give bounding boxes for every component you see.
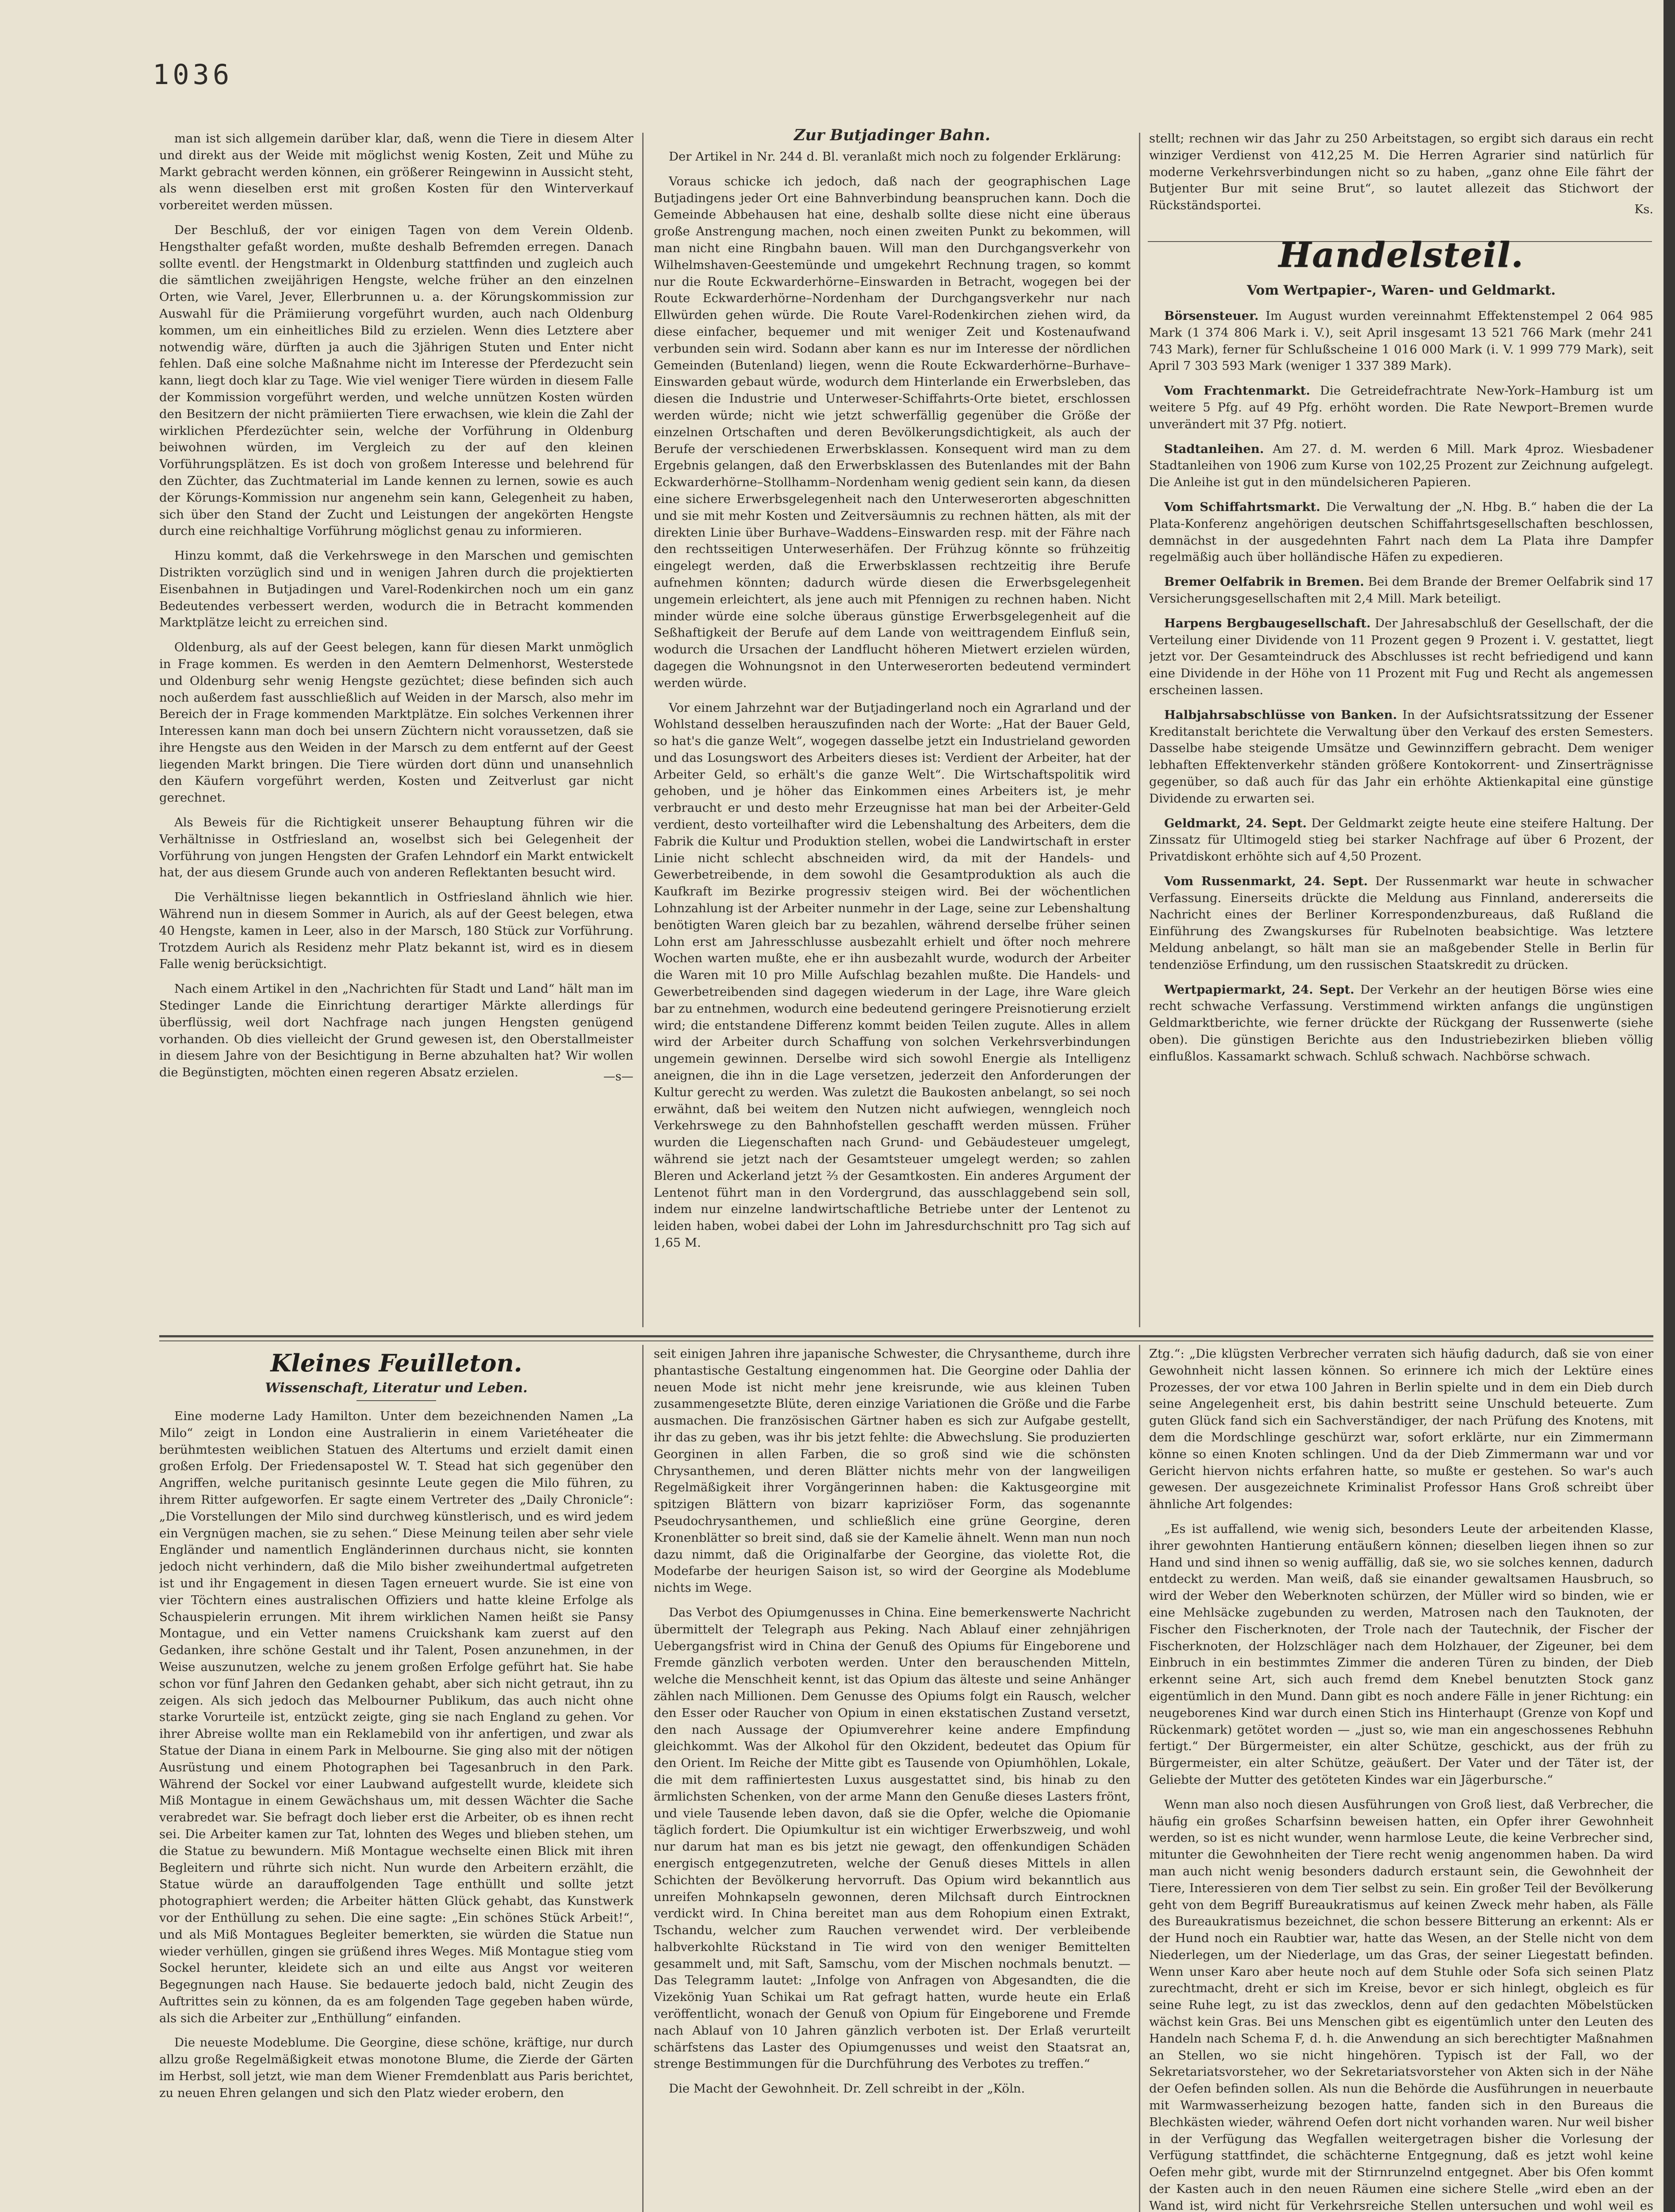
feuilleton-column-rule-1 [642, 1345, 644, 2212]
page-number: 1036 [153, 58, 233, 91]
market-item [1149, 615, 1653, 699]
market-item-head: Bremer Oelfabrik in Bremen. [1164, 575, 1365, 589]
paragraph: Oldenburg, als auf der Geest belegen, kann für diesen Markt unmöglich in Frage kommen. Es werden in den Aemtern Delmenhorst, Westerstede und Oldenburg sehr wenig Hengste gezüchtet; diese befinden sich auch noch außerdem fast ausschließlich auf Weiden in der Marsch, also mehr im Bereich der in Frage kommenden Marktplätze. Ein solches Verkennen ihrer Interessen kann man doch bei unsern Züchtern nicht voraussetzen, daß sie ihre Hengste aus den Weiden in der Marsch zu dem entfernt auf der Geest liegenden Markt bringen. Die Tiere würden dort dünn und unansehnlich den Käufern vorgeführt werden, Kosten und Zeitverlust gar nicht gerechnet. [159, 640, 633, 805]
binding-edge [1664, 0, 1675, 2212]
paragraph: Nach einem Artikel in den „Nachrichten für Stadt und Land“ hält man im Stedinger Lande die Einrichtung derartiger Märkte allerdings für überflüssig, weil dort Nachfrage nach jungen Hengsten genügend vorhanden. Ob dies vielleicht der Grund gewesen ist, den Oberstallmeister in diesem Jahre von der Besichtigung in Berne abzuhalten hat? Wir wollen die Begünstigten, möchten einen regeren Absatz erzielen. [159, 982, 633, 1080]
paragraph: Wenn man also noch diesen Ausführungen von Groß liest, daß Verbrecher, die häufig ein großes Scharfsinn beweisen hatten, ein Opfer ihrer Gewohnheit werden, so ist es nicht wunder, wenn harmlose Leute, die keine Verbrecher sind, mitunter die Gewohnheiten der Tiere recht wenig angenommen haben. Da wird man auch nicht wenig besonders dadurch erstaunt sein, die Gewohnheit der Tiere, Interessieren von dem Tier selbst zu sein. Ein großer Teil der Bevölkerung geht von dem Begriff Bureaukratismus auf keinen Zweck mehr haben, als Fälle des Bureaukratismus bezeichnet, die schon bessere Bitterung an erkennt: Als er der Hund noch ein Raubtier war, hatte das Wesen, an der Stelle nicht von dem Niederlegen, um der Niederlage, um das Gras, der seiner Liegestatt befinden. Wenn unser Karo aber heute noch auf dem Stuhle oder Sofa sich seinen Platz zurechtmacht, dreht er sich im Kreise, bevor er sich hinlegt, obgleich es für seine Ruhe legt, zu ist das zwecklos, denn auf den gedachten Möbelstücken wächst kein Gras. Bei uns Menschen gibt es eigentümlich unter den Leuten des Handeln nach Schema F, d. h. die Anwendung an sich berechtigter Maßnahmen an Stellen, wo sie nicht hingehören. Typisch ist der Fall, wo der Sekretariatsvorsteher, wo der Sekretariatsvorsteher von Akten sich in der Nähe der Oefen befinden sollen. Als nun die Behörde die Ausführungen in neuerbaute mit Warmwasserheizung bezogen hatte, fanden sich in den Bureaus die Blechkästen wieder, während Oefen dort nicht vorhanden waren. Nur weil bisher in der Verfügung das Wegfallen weitergetragen bisher die Vorlesung der Verfügung stattfindet, die schächterne Entgegnung, daß es jetzt wohl keine Oefen mehr gibt, wurde mit der Stirnrunzelnd entgegnet. Aber bis Ofen kommt der Kasten auch in den neuen Räumen eine sichere Stelle „wird eben an der Wand ist, wird nicht für Verkehrsreiche Stellen untersuchen und wohl weil es [1149, 1797, 1653, 2212]
paragraph: Die neueste Modeblume. Die Georgine, diese schöne, kräftige, nur durch allzu große Regelmäßigkeit etwas monotone Blume, die Zierde der Gärten im Herbst, soll jetzt, wie man dem Wiener Fremdenblatt aus Paris berichtet, zu neuen Ehren gelangen und sich den Platz wieder erobern, den [159, 2035, 633, 2100]
market-item-head: Börsensteuer. [1164, 308, 1259, 323]
market-item-text: Der Geldmarkt zeigte heute eine steifere Haltung. Der Zinssatz für Ultimogeld stieg bei starker Nachfrage auf über 6 Prozent, der Privatdiskont erhöhte sich auf 4,50 Prozent. [1149, 816, 1653, 864]
upper-right-column [1149, 131, 1653, 1329]
feuilleton-column-3 [1149, 1346, 1653, 2212]
paragraph: Das Verbot des Opiumgenusses in China. Eine bemerkenswerte Nachricht übermittelt der Telegraph aus Peking. Nach Ablauf einer zehnjährigen Uebergangsfrist wird in China der Genuß des Opiums für Eingeborene und Fremde gänzlich verboten werden. Unter den berauschenden Mitteln, welche die Menschheit kennt, ist das Opium das älteste und seine Anhänger zählen nach Millionen. Dem Genusse des Opiums folgt ein Rausch, welcher den Esser oder Raucher von Opium in einen ekstatischen Zustand versetzt, den nach Aussage der Opiumverehrer keine andere Empfindung gleichkommt. Was der Alkohol für den Okzident, bedeutet das Opium für den Orient. Im Reiche der Mitte gibt es Tausende von Opiumhöhlen, Lokale, die mit dem raffiniertesten Luxus ausgestattet sind, bis hinab zu den ärmlichsten Schenken, von der arme Mann den Genuße dieses Lasters frönt, und viele Tausende leben davon, daß sie die Opfer, welche die Opiomanie täglich fordert. Die Opiumkultur ist ein wichtiger Erwerbszweig, und wohl nur darum hat man es bis jetzt nie gewagt, den offenkundigen Schäden energisch entgegenzutreten, welche der Genuß dieses Mittels in allen Schichten der Bevölkerung hervorruft. Das Opium wird bekanntlich aus unreifen Mohnkapseln gewonnen, deren Milchsaft durch Eintrocknen verdickt wird. In China bereitet man aus dem Rohopium einen Extrakt, Tschandu, welcher zum Rauchen verwendet wird. Der verbleibende halbverkohlte Rückstand in Tie wird von den weniger Bemittelten gesammelt und, mit Saft, Samschu, vom der Mischen nochmals benutzt. — Das Telegramm lautet: „Infolge von Anfragen von Abgesandten, die die Vizekönig Yuan Schikai um Rat gefragt hatten, wurde heute ein Erlaß veröffentlicht, wonach der Genuß von Opium für Eingeborene und Fremde nach Ablauf von 10 Jahren gänzlich verboten ist. Der Erlaß verurteilt schärfstens das Laster des Opiumgenusses und weist den Staatsrat an, strenge Bestimmungen für die Durchführung des Verbotes zu treffen.“ [654, 1605, 1131, 2071]
market-item-text: Die Getreidefrachtrate New-York–Hamburg ist um weitere 5 Pfg. auf 49 Pfg. erhöht worden. Die Rate Newport–Bremen wurde unverändert mit 37 Pfg. notiert. [1149, 384, 1653, 431]
market-item-text: Am 27. d. M. werden 6 Mill. Mark 4proz. Wiesbadener Stadtanleihen von 1906 zum Kurse von 102,25 Prozent zur Zeichnung aufgelegt. Die Anleihe ist gut in den mündelsicheren Papieren. [1149, 442, 1653, 490]
market-item [1149, 982, 1653, 1065]
section-subtitle: Vom Wertpapier-, Waren- und Geldmarkt. [1246, 282, 1556, 298]
article-title: Zur Butjadinger Bahn. [793, 126, 991, 144]
market-item [1149, 308, 1653, 375]
market-item [1149, 574, 1653, 607]
paragraph: Die Verhältnisse liegen bekanntlich in Ostfriesland ähnlich wie hier. Während nun in diesem Sommer in Aurich, als auf der Geest belegen, etwa 40 Hengste, kamen in Leer, also in der Marsch, 180 Stück zur Vorführung. Trotzdem Aurich als Residenz mehr Platz bekannt ist, wird es in diesem Falle wenig berücksichtigt. [159, 890, 633, 972]
market-item-text: Der Jahresabschluß der Gesellschaft, der die Verteilung einer Dividende von 11 Prozent gegen 9 Prozent i. V. gestattet, liegt jetzt vor. Der Gesamteindruck des Abschlusses ist recht befriedigend und kann eine Dividende in der Höhe von 11 Prozent mit Fug und Recht als angemessen erscheinen lassen. [1149, 616, 1653, 697]
signature: Ks. [1634, 202, 1653, 216]
paragraph: Die Macht der Gewohnheit. Dr. Zell schreibt in der „Köln. [669, 2081, 1025, 2096]
paragraph: Der Artikel in Nr. 244 d. Bl. veranlaßt mich noch zu folgender Erklärung: [669, 150, 1121, 164]
market-item-text: Bei dem Brande der Bremer Oelfabrik sind 17 Versicherungsgesellschaften mit 2,4 Mill. Mark beteiligt. [1149, 575, 1653, 606]
market-item-head: Vom Frachtenmarkt. [1164, 384, 1311, 398]
feuilleton-subtitle: Wissenschaft, Literatur und Leben. [265, 1380, 528, 1396]
feuilleton-column-1 [159, 1346, 633, 2212]
paragraph: Vor einem Jahrzehnt war der Butjadingerland noch ein Agrarland und der Wohlstand desselben herauszufinden nach der Worte: „Hat der Bauer Geld, so hat's die ganze Welt“, wogegen dasselbe jetzt ein Industrieland geworden und das Losungswort des Arbeiters dieses ist: Verdient der Arbeiter, hat der Arbeiter Geld, so erhält's die ganze Welt“. Die Wirtschaftspolitik wird gehoben, und je höher das Einkommen eines Arbeiters ist, je mehr verbraucht er und desto mehr Erzeugnisse hat man bei der Arbeiter-Geld verdient, desto vorteilhafter wird die Lebenshaltung des Arbeiters, dem die Fabrik die Kultur und Produktion stellen, wobei die Landwirtschaft in erster Linie nicht schlecht abschneiden wird, da mit der Handels- und Gewerbetreibende, in dem sowohl die Gesamtproduktion als auch die Kaufkraft im Bezirke progressiv steigen wird. Bei der wöchentlichen Lohnzahlung ist der Arbeiter nunmehr in der Lage, seine zur Lebenshaltung benötigten Waren gleich bar zu bezahlen, während derselbe früher seinen Lohn erst am Jahresschlusse ausbezahlt erhielt und öfter noch mehrere Wochen warten mußte, ehe er ihn ausbezahlt wurde, wodurch der Arbeiter die Waren mit 10 pro Mille Aufschlag bezahlen mußte. Die Handels- und Gewerbetreibenden sind dagegen wiederum in der Lage, ihre Ware gleich bar zu entnehmen, wodurch eine bedeutend geringere Preisnotierung erzielt wird; die entstandene Differenz kommt beiden Teilen zugute. Alles in allem wird der Arbeiter durch Schaffung von solchen Verkehrsverbindungen ungemein gewinnen. Derselbe wird sich sowohl Energie als Intelligenz aneignen, die ihn in die Lage versetzen, jederzeit den Anforderungen der Kultur gerecht zu werden. Was zuletzt die Baukosten anbelangt, so sei noch erwähnt, daß bei weitem den Nutzen nicht aufwiegen, wenngleich noch Verkehrswege zu den Bahnhofstellen geschafft werden müssen. Früher wurden die Liegenschaften nach Grund- und Gebäudesteuer umgelegt, während sie jetzt nach der Gesamtsteuer umgelegt werden; so zahlen Bleren und Ackerland jetzt ⅔ der Gesamtkosten. Ein anderes Argument der Lentenot führt man in den Vordergrund, das ausschlaggebend sein soll, indem nur einzelne landwirtschaftliche Betriebe unter der Lentenot zu leiden haben, wobei dabei der Lohn im Jahresdurchschnitt pro Tag sich auf 1,65 M. [654, 700, 1131, 1250]
paragraph: man ist sich allgemein darüber klar, daß, wenn die Tiere in diesem Alter und direkt aus der Weide mit möglichst wenig Kosten, Zeit und Mühe zu Markt gebracht werden können, ein größerer Reingewinn in Aussicht steht, als wenn dieselben erst mit großen Kosten für den Winterverkauf vorbereitet werden müssen. [159, 131, 633, 213]
short-rule [356, 1400, 436, 1401]
market-item-head: Halbjahrsabschlüsse von Banken. [1164, 707, 1397, 722]
signature: —s— [603, 1070, 633, 1084]
paragraph: stellt; rechnen wir das Jahr zu 250 Arbeitstagen, so ergibt sich daraus ein recht winziger Verdienst von 412,25 M. Die Herren Agrarier sind natürlich für moderne Verkehrsverbindungen nicht so zu haben, „ganz ohne Eile fährt der Butjenter Bur mit seine Brut“, so lautet allezeit das Stichwort der Rückständsportei. [1149, 131, 1653, 213]
section-title: Handelsteil. [1278, 234, 1524, 275]
paragraph: seit einigen Jahren ihre japanische Schwester, die Chrysantheme, durch ihre phantastische Gestaltung eingenommen hat. Die Georgine oder Dahlia der neuen Mode ist nicht mehr jene kreisrunde, wie aus kleinen Tuben zusammengesetzte Blüte, deren einzige Variationen die Größe und die Farbe ausmachen. Die französischen Gärtner haben es sich zur Aufgabe gestellt, ihr das zu geben, was ihr bis jetzt fehlte: die Abwechslung. Sie produzierten Georginen in allen Farben, die so groß sind wie die schönsten Chrysanthemen, und deren Blätter nichts mehr von der langweiligen Regelmäßigkeit ihrer Vorgängerinnen haben: die Kaktusgeorgine mit spitzigen Blättern von bizarr kapriziöser Form, das sogenannte Pseudochrysanthemen, und schließlich eine grüne Georgine, deren Kronenblätter so breit sind, daß sie der Kamelie ähnelt. Wenn man nun noch dazu nimmt, daß die Originalfarbe der Georgine, das violette Rot, die Modefarbe der heurigen Saison ist, so wird der Georgine als Modeblume nichts im Wege. [654, 1347, 1131, 1595]
feuilleton-separator-thin [159, 1340, 1653, 1341]
paragraph: Eine moderne Lady Hamilton. Unter dem bezeichnenden Namen „La Milo“ zeigt in London eine Australierin in einem Varietéheater die berühmtesten weiblichen Statuen des Altertums und erzielt damit einen großen Erfolg. Der Friedensapostel W. T. Stead hat sich gegenüber den Angriffen, welche puritanisch gesinnte Leute gegen die Milo führen, zu ihrem Ritter aufgeworfen. Er sagte einem Vertreter des „Daily Chronicle“: „Die Vorstellungen der Milo sind durchweg künstlerisch, und es wird jedem ein Vergnügen machen, sie zu sehen.“ Diese Meinung teilen aber sehr viele Engländer und namentlich Engländerinnen durchaus nicht, sie konnten jedoch nicht verhindern, daß die Milo bisher zweihundertmal aufgetreten ist und ihr Engagement in diesen Tagen erneuert wurde. Sie ist eine von vier Töchtern eines australischen Offiziers und hatte kleine Erfolge als Schauspielerin errungen. Mit ihrem wirklichen Namen heißt sie Pansy Montague, und ein Vetter namens Cruickshank kam zuerst auf den Gedanken, ihre schöne Gestalt und ihr Talent, Posen anzunehmen, in der Weise auszunutzen, welche zu jenem großen Erfolge geführt hat. Sie habe schon vor fünf Jahren den Gedanken gehabt, aber sich nicht getraut, ihn zu zeigen. Als sich jedoch das Melbourner Publikum, das auch nicht ohne starke Vorurteile ist, entzückt zeigte, ging sie nach England zu gehen. Vor ihrer Abreise wollte man ein Reklamebild von ihr anfertigen, und zwar als Statue der Diana in einem Park in Melbourne. Sie ging also mit der nötigen Ausrüstung und einem Photographen bei Tagesanbruch in den Park. Während der Sockel vor einer Laubwand aufgestellt wurde, kleidete sich Miß Montague in einem Gewächshaus um, mit dessen Wächter die Sache verabredet war. Sie befragt doch lieber erst die Arbeiter, ob es ihnen recht sei. Die Arbeiter kamen zur Tat, lohnten des Weges und blieben stehen, um die Statue zu bewundern. Miß Montague wechselte einen Blick mit ihren Begleitern und rührte sich nicht. Nun wurde den Arbeitern erzählt, die Statue würde an darauffolgenden Tage enthüllt und sollte jetzt photographiert werden; die Arbeiter hätten Glück gehabt, das Kunstwerk vor der Enthüllung zu sehen. Die eine sagte: „Ein schönes Stück Arbeit!“, und als Miß Montagues Begleiter bemerkten, sie würden die Statue nun wieder verhüllen, gingen sie grüßend ihres Weges. Miß Montague stieg vom Sockel herunter, kleidete sich an und eilte aus Angst vor weiteren Begegnungen nach Hause. Sie bedauerte jedoch bald, nicht Zeugin des Auftrittes sein zu können, da es am folgenden Tage gegeben haben würde, als sich die Arbeiter zur „Enthüllung“ einfanden. [159, 1409, 633, 2025]
market-item [1149, 441, 1653, 491]
paragraph: „Es ist auffallend, wie wenig sich, besonders Leute der arbeitenden Klasse, ihrer gewohnten Hantierung entäußern können; dieselben liegen ihnen so zur Hand und sind ihnen so wenig auffällig, daß sie, wo sie solches kennen, dadurch entdeckt zu werden. Man weiß, daß sie einander gewaltsamen Hausbruch, so wird der Weber den Weberknoten schürzen, der Müller wird so binden, wie er eine Mehlsäcke zugebunden zu werden, Matrosen nach den Tauknoten, der Fischer den Fischerknoten, der Trole nach der Tautechnik, der Fischer der Fischerknoten, der Holzschläger nach dem Holzhauer, der Zigeuner, bei dem Einbruch in ein bestimmtes Zimmer die anderen Türen zu binden, der Dieb erkennt seine Art, sich auch fremd dem Knebel benutzten Stock ganz eigentümlich in den Mund. Dann gibt es noch andere Fälle in jener Richtung: ein neugeborenes Kind war durch einen Stich ins Hinterhaupt (Grenze von Kopf und Rückenmark) getötet worden — „just so, wie man ein angeschossenes Rebhuhn fertigt.“ Der Bürgermeister, ein alter Schütze, geschickt, aus der früh zu Bürgermeister, ein alter Schütze, geäußert. Der Vater und der Täter ist, der Geliebte der Mutter des getöteten Kindes war ein Jägerbursche.“ [1149, 1521, 1653, 1787]
paragraph: Hinzu kommt, daß die Verkehrswege in den Marschen und gemischten Distrikten vorzüglich sind und in wenigen Jahren durch die projektierten Eisenbahnen in Butjadingen und Varel-Rodenkirchen noch um ein ganz Bedeutendes verbessert werden, wodurch die in Betracht kommenden Marktplätze leicht zu erreichen sind. [159, 549, 633, 630]
feuilleton-separator [159, 1335, 1653, 1337]
paragraph: Voraus schicke ich jedoch, daß nach der geographischen Lage Butjadingens jeder Ort eine Bahnverbindung beanspruchen kann. Doch die Gemeinde Abbehausen hat eine, deshalb sollte diese nicht eine überaus große Anstrengung machen, noch einen zweiten Punkt zu bekommen, will man nicht eine Ringbahn bauen. Will man den Durchgangsverkehr von Wilhelmshaven-Geestemünde und umgekehrt Rechnung tragen, so kommt nur die Route Eckwarderhörne–Einswarden in Betracht, wogegen bei der Route Eckwarderhörne–Nordenham der Durchgangsverkehr nur nach Ellwürden gehen würde. Die Route Varel-Rodenkirchen ziehen wird, da diese einfacher, bequemer und mit weniger Zeit und Kostenaufwand verbunden sein wird. Sodann aber kann es nur im Interesse der nördlichen Gemeinden (Butenland) liegen, wenn die Route Eckwarderhörne–Burhave–Einswarden gebaut würde, wodurch dem Hinterlande ein Erwerbsleben, das diesen die Industrie und Unterweser-Schiffahrts-Orte bietet, erschlossen werden würde; nicht wie jetzt schwerfällig gegenüber die Größe der einzelnen Ortschaften und deren Bevölkerungsdichtigkeit, als auch der Berufe der verschiedenen Erwerbsklassen. Konsequent wird man zu dem Ergebnis gelangen, daß den Erwerbsklassen des Butenlandes mit der Bahn Eckwarderhörne–Stollhamm–Nordenham wenig gedient sein kann, da diesen eine sichere Erwerbsgelegenheit nach den Unterweserorten abgeschnitten und sie mit mehr Kosten und Zeitversäumnis zu rechnen hätten, als mit der direkten Linie über Burhave–Waddens–Einswarden resp. mit der Fähre nach den rechtsseitigen Unterweserhäfen. Der Frühzug könnte so frühzeitig eingelegt werden, daß die Erwerbsklassen rechtzeitig ihre Berufe aufnehmen könnten; dadurch würde diesen die Erwerbsgelegenheit ungemein erleichtert, als jene auch mit Pfennigen zu rechnen haben. Nicht minder würde eine solche überaus günstige Erwerbsgelegenheit auf die Seßhaftigkeit der Berufe auf dem Lande von weittragendem Einfluß sein, wodurch die Ursachen der Landflucht höheren Mietwert erzielen würden, dagegen die Wohnungsnot in den Unterweserorten bedeutend vermindert werden würde. [654, 174, 1131, 690]
paragraph: Als Beweis für die Richtigkeit unserer Behauptung führen wir die Verhältnisse in Ostfriesland an, woselbst sich bei Gelegenheit der Vorführung von jungen Hengsten der Grafen Lehndorf ein Markt entwickelt hat, der aus diesem Grunde auch von anderen Reflektanten besucht wird. [159, 815, 633, 880]
market-item-head: Vom Schiffahrtsmarkt. [1164, 499, 1321, 514]
market-item-head: Geldmarkt, 24. Sept. [1164, 816, 1307, 830]
feuilleton-title: Kleines Feuilleton. [270, 1349, 522, 1377]
market-item [1149, 707, 1653, 807]
column-rule-2 [1139, 133, 1140, 1327]
market-item-text: In der Aufsichtsratssitzung der Essener Kreditanstalt berichtete die Verwaltung über den Verkauf des ersten Semesters. Dasselbe habe steigende Umsätze und Gewinnziffern gebracht. Dem weniger lebhaften Effektenverkehr ständen größere Kontokorrent- und Zinserträgnisse gegenüber, so daß auch für das Jahr ein erhöhte Aktienkapital eine günstige Dividende zu erwarten sei. [1149, 707, 1653, 806]
market-item-head: Vom Russenmarkt, 24. Sept. [1164, 874, 1368, 888]
market-item-head: Harpens Bergbaugesellschaft. [1164, 616, 1371, 630]
paragraph: Ztg.“: „Die klügsten Verbrecher verraten sich häufig dadurch, daß sie von einer Gewohnheit nicht lassen können. So erinnere ich mich der Lektüre eines Prozesses, der vor etwa 100 Jahren in Berlin spielte und in dem ein Dieb durch seine Angelegenheit erst, bis dahin bestritt seine Unschuld beteuerte. Zum guten Glück fand sich ein Sachverständiger, der nach Prüfung des Knotens, mit dem die Mordschlinge geschürzt war, sofort erklärte, nur ein Zimmermann könne so einen Knoten schlingen. Und da der Dieb Zimmermann war und vor Gericht hiervon nichts erfahren hatte, so mußte er gestehen. So war's auch gewesen. Der ausgezeichnete Kriminalist Professor Hans Groß schreibt über ähnliche Art folgendes: [1149, 1347, 1653, 1512]
feuilleton-column-rule-2 [1139, 1345, 1140, 2212]
market-item-head: Wertpapiermarkt, 24. Sept. [1164, 982, 1355, 997]
paragraph: Der Beschluß, der vor einigen Tagen von dem Verein Oldenb. Hengsthalter gefaßt worden, mußte deshalb Befremden erregen. Danach sollte eventl. der Hengstmarkt in Oldenburg stattfinden und zugleich auch die sämtlichen zweijährigen Hengste, welche früher an den einzelnen Orten, wie Varel, Jever, Ellerbrunnen u. a. der Körungskommission zur Auswahl für die Prämiierung vorgeführt wurden, auch nach Oldenburg kommen, um ein einheitliches Bild zu erzielen. Wenn dies Letztere aber notwendig wäre, dürften ja auch die 3jährigen Stuten und Enter nicht fehlen. Daß eine solche Maßnahme nicht im Interesse der Pferdezucht sein kann, liegt doch klar zu Tage. Wie viel weniger Tiere würden in diesem Falle der Kommission vorgeführt werden, und welche unnützen Kosten würden den Besitzern der nicht prämiierten Tiere erwachsen, wie klein die Zahl der wirklichen Pferdezüchter sein, welche der Vorführung in Oldenburg beiwohnen würden, im Vergleich zu der auf den kleinen Vorführungsplätzen. Es ist doch von großem Interesse und belehrend für den Züchter, das Zuchtmaterial im Lande kennen zu lernen, sowie es auch der Körungs-Kommission nur angenehm sein kann, Gelegenheit zu haben, sich über den Stand der Zucht und Leistungen der angekörten Hengste durch eine reichhaltige Vorführung möglichst genau zu informieren. [159, 223, 633, 538]
market-item-text: Der Verkehr an der heutigen Börse wies eine recht schwache Verfassung. Verstimmend wirkten anfangs die ungünstigen Geldmarktberichte, wie ferner drückte der Rückgang der Russenwerte (siehe oben). Die günstigen Berichte aus den Industriebezirken blieben völlig einflußlos. Kassamarkt schwach. Schluß schwach. Nachbörse schwach. [1149, 982, 1653, 1064]
market-item [1149, 815, 1653, 865]
market-item [1149, 873, 1653, 974]
market-item-head: Stadtanleihen. [1164, 442, 1264, 456]
upper-left-column [159, 131, 633, 1329]
upper-middle-column [654, 126, 1131, 1329]
market-item-text: Im August wurden vereinnahmt Effektenstempel 2 064 985 Mark (1 374 806 Mark i. V.), seit April insgesamt 13 521 766 Mark (mehr 241 743 Mark), ferner für Schlußscheine 1 016 000 Mark (i. V. 1 999 779 Mark), seit April 7 303 593 Mark (weniger 1 337 389 Mark). [1149, 308, 1653, 373]
market-item [1149, 499, 1653, 566]
market-item-text: Der Russenmarkt war heute in schwacher Verfassung. Einerseits drückte die Meldung aus Finnland, andererseits die Nachricht eines der Berliner Korrespondenzbureaus, daß Rußland die Einführung des Zwangskurses für Rubelnoten beabsichtige. Was letztere Meldung anbelangt, so hält man sie an maßgebender Stelle in Berlin für tendenziöse Erfindung, um den russischen Staatskredit zu drücken. [1149, 874, 1653, 972]
market-item [1149, 383, 1653, 433]
feuilleton-column-2 [654, 1346, 1131, 2212]
column-rule-1 [642, 133, 644, 1327]
market-item-text: Die Verwaltung der „N. Hbg. B.“ haben die der La Plata-Konferenz angehörigen deutschen Schiffahrtsgesellschaften beschlossen, demnächst in der ausgedehnten Fahrt nach dem La Plata ihre Dampfer regelmäßig auch über holländische Häfen zu expedieren. [1149, 499, 1653, 565]
